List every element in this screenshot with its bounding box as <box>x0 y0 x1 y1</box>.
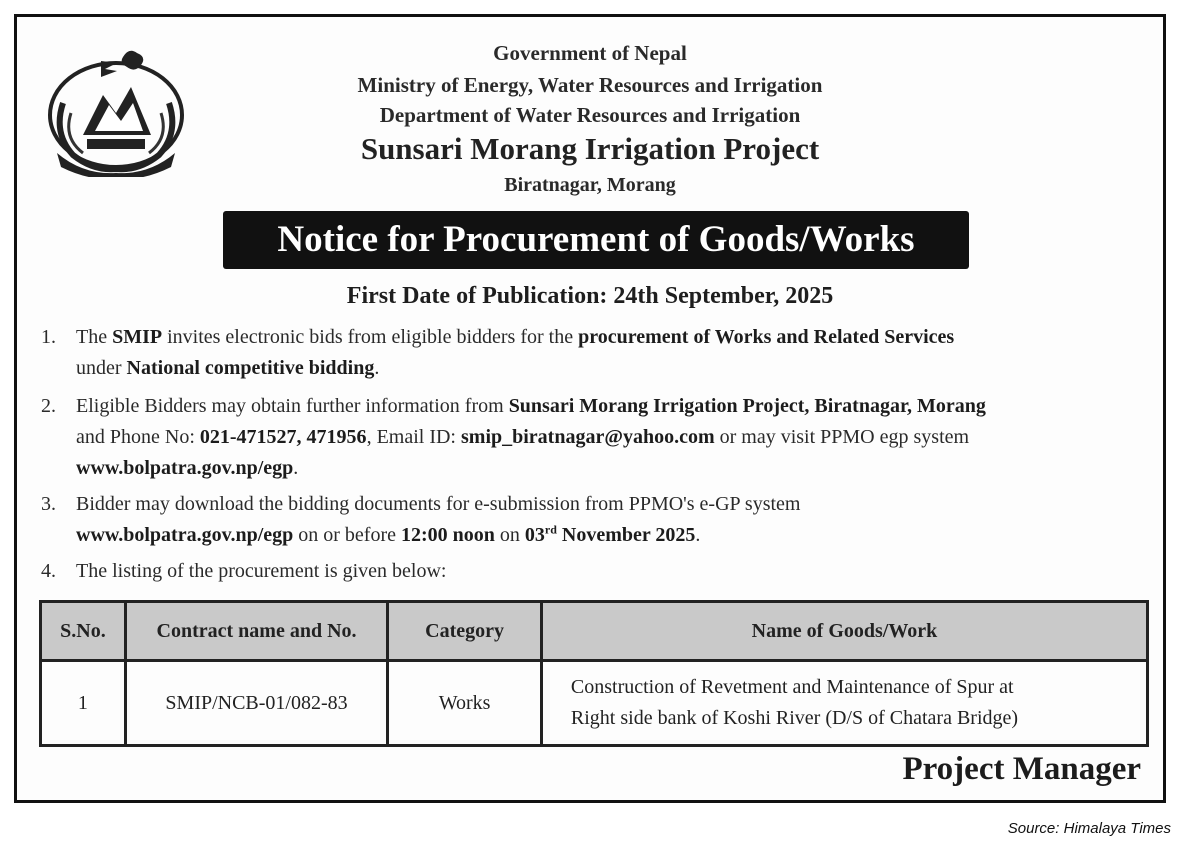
project-title: Sunsari Morang Irrigation Project <box>360 131 820 166</box>
cell-contract: SMIP/NCB-01/082-83 <box>125 661 387 746</box>
cell-sno: 1 <box>41 661 126 746</box>
item-number: 1. <box>41 326 56 348</box>
procurement-notice <box>14 14 1166 803</box>
item-number: 4. <box>41 560 56 582</box>
procurement-table <box>39 600 1149 747</box>
egp-link[interactable]: www.bolpatra.gov.np/egp <box>76 524 294 546</box>
signature-project-manager: Project Manager <box>902 751 1141 787</box>
cell-category: Works <box>388 661 542 746</box>
notice-banner: Notice for Procurement of Goods/Works <box>223 211 969 269</box>
notice-item-1 <box>41 322 1151 384</box>
table-row <box>41 661 1148 746</box>
cell-goods-work: Construction of Revetment and Maintenance of Spur at Right side bank of Koshi River (D/S of Chatara Bridge) <box>541 661 1147 746</box>
project-location: Biratnagar, Morang <box>504 174 676 196</box>
ministry-line: Ministry of Energy, Water Resources and Irrigation <box>357 73 823 97</box>
header-sno: S.No. <box>41 602 126 661</box>
notice-item-3 <box>41 489 1151 551</box>
item-text: Bidder may download the bidding documents for e-submission from PPMO's e-GP system www.bolpatra.gov.np/egp on or before 12:00 noon on 03rd November 2025. <box>76 493 801 546</box>
header-contract: Contract name and No. <box>125 602 387 661</box>
notice-item-2 <box>41 391 1151 484</box>
item-text: Eligible Bidders may obtain further information from Sunsari Morang Irrigation Project, Biratnagar, Morang and Phone No: 021-471527, 471956, Email ID: smip_biratnagar@yahoo.com or may visit PPMO egp system www.bolpatra.gov.np/egp. <box>76 395 986 479</box>
header-category: Category <box>388 602 542 661</box>
department-line: Department of Water Resources and Irrigation <box>379 103 801 127</box>
notice-item-4 <box>41 556 1151 587</box>
source-credit: Source: Himalaya Times <box>1007 820 1171 837</box>
government-line: Government of Nepal <box>493 41 687 65</box>
email-link[interactable]: smip_biratnagar@yahoo.com <box>461 426 715 448</box>
item-text: The SMIP invites electronic bids from eligible bidders for the procurement of Works and Related Services under National competitive bidding. <box>76 326 955 379</box>
header-goods-work: Name of Goods/Work <box>541 602 1147 661</box>
item-number: 3. <box>41 493 56 515</box>
table-header-row <box>41 602 1148 661</box>
item-text: The listing of the procurement is given below: <box>76 560 447 582</box>
publication-date: First Date of Publication: 24th September, 2025 <box>346 283 834 309</box>
egp-link[interactable]: www.bolpatra.gov.np/egp <box>76 457 294 479</box>
item-number: 2. <box>41 395 56 417</box>
